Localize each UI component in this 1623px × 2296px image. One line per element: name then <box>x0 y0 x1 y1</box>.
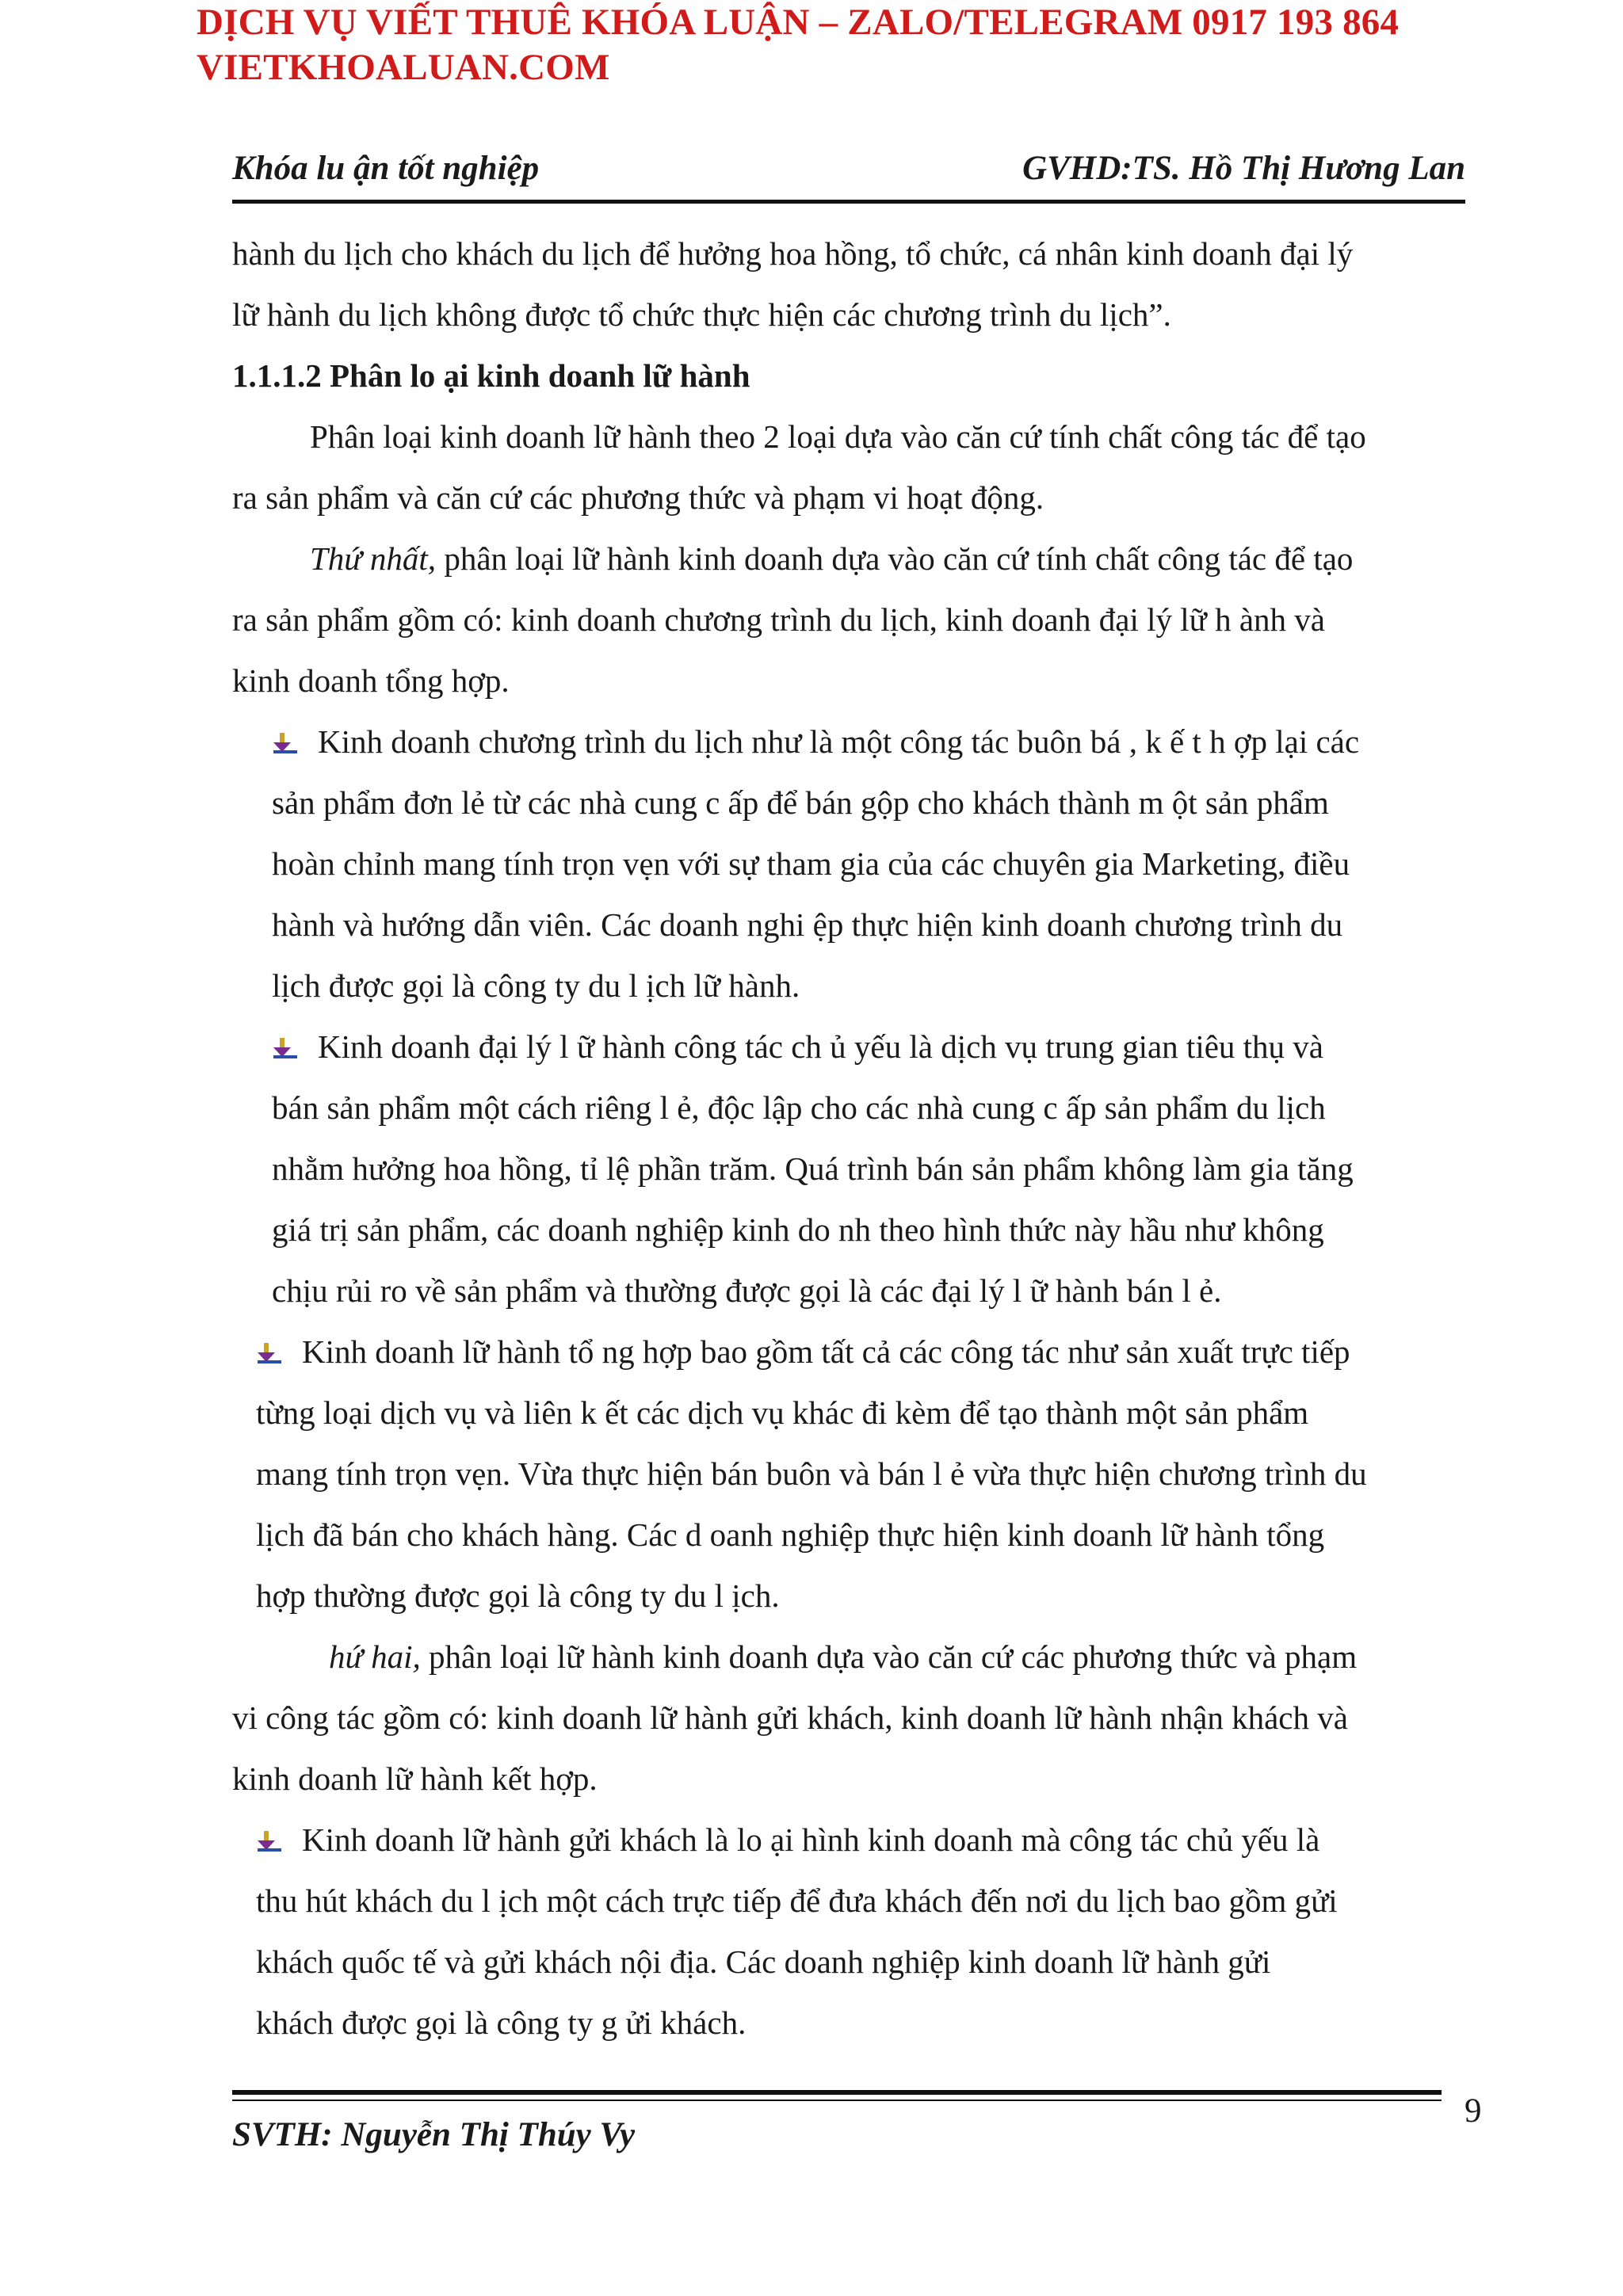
bullet-text: Kinh doanh chương trình du lịch như là một công tác buôn bá , k ế t h ợp lại các <box>318 723 1360 760</box>
bullet-continuation: lịch được gọi là công ty du l ịch lữ hành. <box>272 967 800 1004</box>
footer-author: SVTH: Nguyễn Thị Thúy Vy <box>232 2116 636 2153</box>
bullet-item <box>232 1322 1484 1383</box>
bullet-text: Kinh doanh lữ hành gửi khách là lo ại hình kinh doanh mà công tác chủ yếu là <box>302 1821 1320 1858</box>
bullet-continuation: mang tính trọn vẹn. Vừa thực hiện bán buôn và bán l ẻ vừa thực hiện chương trình du <box>256 1455 1367 1492</box>
bullet-continuation: lịch đã bán cho khách hàng. Các d oanh nghiệp thực hiện kinh doanh lữ hành tổng <box>256 1516 1325 1553</box>
bullet-continuation: nhằm hưởng hoa hồng, tỉ lệ phần trăm. Quá trình bán sản phẩm không làm gia tăng <box>272 1150 1354 1187</box>
bullet-continuation: từng loại dịch vụ và liên k ết các dịch vụ khác đi kèm để tạo thành một sản phẩm <box>256 1394 1309 1431</box>
bullet-continuation: thu hút khách du l ịch một cách trực tiếp để đưa khách đến nơi du lịch bao gồm gửi <box>256 1882 1338 1919</box>
page-number: 9 <box>1465 2092 1482 2130</box>
bullet-continuation: hợp thường được gọi là công ty du l ịch. <box>256 1577 780 1614</box>
bullet-text: Kinh doanh đại lý l ữ hành công tác ch ủ yếu là dịch vụ trung gian tiêu thụ và <box>318 1028 1323 1065</box>
header-divider <box>232 200 1465 204</box>
emphasis-second: hứ hai, <box>329 1638 421 1675</box>
emphasis-first: Thứ nhất, <box>310 540 437 577</box>
bullet-continuation: sản phẩm đơn lẻ từ các nhà cung c ấp để bán gộp cho khách thành m ột sản phẩm <box>272 784 1329 821</box>
body-line: ra sản phẩm và căn cứ các phương thức và phạm vi hoạt động. <box>232 479 1044 516</box>
bullet-continuation: hoàn chỉnh mang tính trọn vẹn với sự tham gia của các chuyên gia Marketing, điều <box>272 845 1350 882</box>
bullet-continuation: giá trị sản phẩm, các doanh nghiệp kinh do nh theo hình thức này hầu như không <box>272 1211 1324 1248</box>
bullet-continuation: khách được gọi là công ty g ửi khách. <box>256 2004 747 2041</box>
page-body <box>232 223 1484 2054</box>
body-line: Phân loại kinh doanh lữ hành theo 2 loại dựa vào căn cứ tính chất công tác để tạo <box>310 418 1366 455</box>
banner-line-1: DỊCH VỤ VIẾT THUÊ KHÓA LUẬN – ZALO/TELEGRAM 0917 193 864 <box>197 2 1400 43</box>
header-advisor: GVHD:TS. Hồ Thị Hương Lan <box>1022 150 1465 187</box>
arrow-bullet-icon <box>256 1324 285 1348</box>
footer-divider-thin <box>232 2100 1442 2101</box>
body-line <box>232 1627 1484 1688</box>
promo-banner <box>197 0 1399 90</box>
bullet-item <box>232 1810 1484 1871</box>
body-line: kinh doanh lữ hành kết hợp. <box>232 1760 598 1797</box>
section-heading: 1.1.1.2 Phân lo ại kinh doanh lữ hành <box>232 357 750 394</box>
arrow-bullet-icon <box>272 1019 300 1043</box>
body-text: phân loại lữ hành kinh doanh dựa vào căn cứ tính chất công tác để tạo <box>436 540 1354 577</box>
bullet-continuation: hành và hướng dẫn viên. Các doanh nghi ệp thực hiện kinh doanh chương trình du <box>272 906 1343 943</box>
body-line: kinh doanh tổng hợp. <box>232 662 510 699</box>
body-line: hành du lịch cho khách du lịch để hưởng hoa hồng, tổ chức, cá nhân kinh doanh đại lý <box>232 235 1354 272</box>
page-header <box>232 149 1465 198</box>
body-line <box>232 528 1484 589</box>
body-line: vi công tác gồm có: kinh doanh lữ hành gửi khách, kinh doanh lữ hành nhận khách và <box>232 1699 1348 1736</box>
bullet-item <box>232 1016 1484 1077</box>
arrow-bullet-icon <box>256 1812 285 1836</box>
body-line: ra sản phẩm gồm có: kinh doanh chương trình du lịch, kinh doanh đại lý lữ h ành và <box>232 601 1326 638</box>
bullet-continuation: chịu rủi ro về sản phẩm và thường được gọi là các đại lý l ữ hành bán l ẻ. <box>272 1272 1222 1309</box>
body-text: phân loại lữ hành kinh doanh dựa vào căn cứ các phương thức và phạm <box>420 1638 1358 1675</box>
header-thesis-label: Khóa lu ận tốt nghiệp <box>232 150 540 187</box>
body-line: lữ hành du lịch không được tổ chức thực hiện các chương trình du lịch”. <box>232 296 1171 333</box>
arrow-bullet-icon <box>272 714 300 738</box>
banner-line-2: VIETKHOALUAN.COM <box>197 47 610 88</box>
bullet-item <box>232 711 1484 772</box>
bullet-continuation: khách quốc tế và gửi khách nội địa. Các doanh nghiệp kinh doanh lữ hành gửi <box>256 1943 1271 1980</box>
bullet-continuation: bán sản phẩm một cách riêng l ẻ, độc lập cho các nhà cung c ấp sản phẩm du lịch <box>272 1089 1326 1126</box>
bullet-text: Kinh doanh lữ hành tổ ng hợp bao gồm tất cả các công tác như sản xuất trực tiếp <box>302 1333 1350 1370</box>
footer-divider-thick <box>232 2090 1442 2095</box>
